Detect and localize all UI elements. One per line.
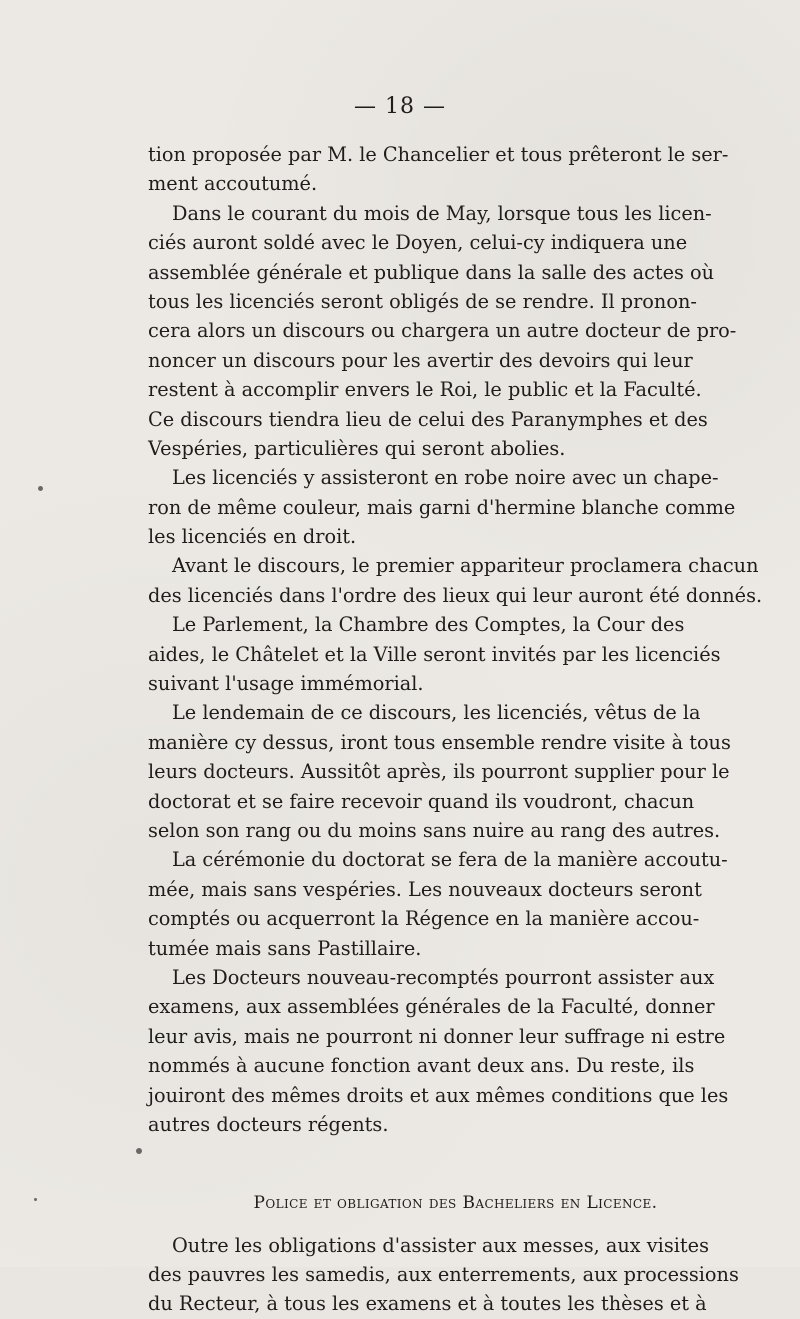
text-line-28: tumée mais sans Pastillaire. bbox=[148, 936, 422, 960]
text-line-17: Le Parlement, la Chambre des Comptes, la Cour des bbox=[172, 613, 685, 637]
text-line-9: restent à accomplir envers le Roi, le public et la Faculté. bbox=[148, 378, 702, 402]
ink-speck bbox=[136, 1148, 142, 1154]
text-line-22: leurs docteurs. Aussitôt après, ils pourront supplier pour le bbox=[148, 760, 730, 784]
text-line-8: noncer un discours pour les avertir des devoirs qui leur bbox=[148, 348, 693, 372]
text-line-25: La cérémonie du doctorat se fera de la manière accoutu- bbox=[172, 848, 728, 872]
text-line-19: suivant l'usage immémorial. bbox=[148, 672, 424, 696]
text-line-10: Ce discours tiendra lieu de celui des Paranymphes et des bbox=[148, 407, 708, 431]
text-line-15: Avant le discours, le premier appariteur proclamera chacun bbox=[172, 554, 759, 578]
text-line-27: comptés ou acquerront la Régence en la manière accou- bbox=[148, 907, 700, 931]
text-line-11: Vespéries, particulières qui seront abolies. bbox=[148, 436, 566, 460]
text-line-23: doctorat et se faire recevoir quand ils voudront, chacun bbox=[148, 789, 695, 813]
text-line-13: ron de même couleur, mais garni d'hermine blanche comme bbox=[148, 495, 736, 519]
text-line-5: assemblée générale et publique dans la salle des actes où bbox=[148, 260, 715, 284]
text-line-21: manière cy dessus, iront tous ensemble rendre visite à tous bbox=[148, 730, 731, 754]
text-line-14: les licenciés en droit. bbox=[148, 525, 357, 549]
section-line-1: Outre les obligations d'assister aux messes, aux visites bbox=[172, 1233, 709, 1257]
text-line-4: ciés auront soldé avec le Doyen, celui-cy indiquera une bbox=[148, 231, 688, 255]
text-line-31: leur avis, mais ne pourront ni donner leur suffrage ni estre bbox=[148, 1024, 726, 1048]
text-line-26: mée, mais sans vespéries. Les nouveaux docteurs seront bbox=[148, 877, 702, 901]
text-line-29: Les Docteurs nouveau-recomptés pourront assister aux bbox=[172, 965, 715, 989]
text-line-12: Les licenciés y assisteront en robe noire avec un chape- bbox=[172, 466, 719, 490]
section-line-2: des pauvres les samedis, aux enterrements, aux processions bbox=[148, 1263, 739, 1287]
section-spacer bbox=[148, 1139, 763, 1187]
ink-speck bbox=[38, 486, 43, 491]
section-line-3: du Recteur, à tous les examens et à toutes les thèses et à bbox=[148, 1292, 707, 1316]
section-title: Police et obligation des Bacheliers en Licence. bbox=[253, 1193, 658, 1214]
text-line-16: des licenciés dans l'ordre des lieux qui leur auront été donnés. bbox=[148, 583, 763, 607]
text-line-18: aides, le Châtelet et la Ville seront invités par les licenciés bbox=[148, 642, 721, 666]
text-line-1: tion proposée par M. le Chancelier et tous prêteront le ser- bbox=[148, 143, 729, 166]
text-line-6: tous les licenciés seront obligés de se rendre. Il pronon- bbox=[148, 289, 697, 313]
document-text bbox=[148, 140, 763, 1319]
ink-speck bbox=[34, 1198, 37, 1201]
text-line-30: examens, aux assemblées générales de la Faculté, donner bbox=[148, 995, 715, 1019]
text-line-24: selon son rang ou du moins sans nuire au rang des autres. bbox=[148, 818, 721, 842]
text-line-32: nommés à aucune fonction avant deux ans. Du reste, ils bbox=[148, 1054, 695, 1078]
text-line-33: jouiront des mêmes droits et aux mêmes conditions que les bbox=[148, 1083, 729, 1107]
page-number: — 18 — bbox=[354, 94, 446, 119]
text-line-3: Dans le courant du mois de May, lorsque tous les licen- bbox=[172, 201, 712, 225]
text-line-34: autres docteurs régents. bbox=[148, 1112, 389, 1136]
text-line-7: cera alors un discours ou chargera un autre docteur de pro- bbox=[148, 319, 737, 343]
text-line-20: Le lendemain de ce discours, les licenciés, vêtus de la bbox=[172, 701, 701, 725]
text-line-2: ment accoutumé. bbox=[148, 172, 318, 196]
